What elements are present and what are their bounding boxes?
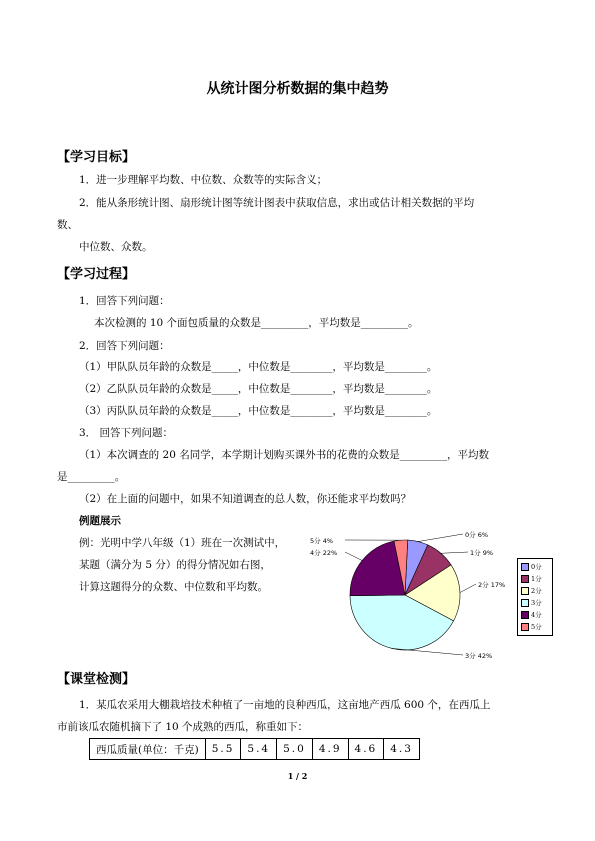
legend-label: 3分 bbox=[531, 599, 542, 607]
legend-swatch bbox=[521, 611, 529, 619]
legend-label: 2分 bbox=[531, 587, 542, 595]
table-row bbox=[90, 739, 420, 760]
process-q2: 2．回答下列问题： bbox=[79, 340, 170, 352]
table-cell: 4.3 bbox=[384, 739, 420, 760]
legend-item bbox=[521, 575, 542, 584]
legend-swatch bbox=[521, 587, 529, 595]
process-q3c: （2）在上面的问题中，如果不知道调查的总人数，你还能求平均数吗？ bbox=[79, 493, 412, 505]
page-title: 从统计图分析数据的集中趋势 bbox=[206, 81, 389, 97]
section-goals: 【学习目标】 bbox=[57, 150, 136, 165]
goal-line-1: 1．进一步理解平均数、中位数、众数等的实际含义； bbox=[79, 174, 328, 186]
example-line-3: 计算这题得分的众数、中位数和平均数。 bbox=[79, 581, 268, 593]
legend-label: 5分 bbox=[531, 623, 542, 631]
melon-weight-table bbox=[89, 738, 420, 760]
check-q1-line-1: 1．某瓜农采用大棚栽培技术种植了一亩地的良种西瓜，这亩地产西瓜 600 个，在西瓜上 bbox=[79, 699, 491, 711]
process-q1a: 本次检测的 10 个面包质量的众数是_________，平均数是_________。 bbox=[94, 317, 419, 329]
table-cell: 5.4 bbox=[241, 739, 277, 760]
pie-leader-line bbox=[392, 648, 463, 655]
process-q1: 1．回答下列问题： bbox=[79, 295, 170, 307]
pie-leader-line bbox=[441, 552, 468, 553]
legend-swatch bbox=[521, 623, 529, 631]
legend-label: 0分 bbox=[531, 563, 542, 571]
example-heading: 例题展示 bbox=[79, 515, 121, 527]
legend-swatch bbox=[521, 575, 529, 583]
example-line-2: 某题（满分为 5 分）的得分情况如右图， bbox=[79, 559, 271, 571]
legend-item bbox=[521, 599, 542, 608]
table-cell: 4.6 bbox=[348, 739, 384, 760]
pie-slice-label: 2分 17% bbox=[478, 581, 506, 589]
pie-slice-label: 5分 4% bbox=[310, 537, 334, 545]
legend-label: 1分 bbox=[531, 575, 542, 583]
pie-slice-label: 0分 6% bbox=[465, 531, 489, 539]
process-q2a: （1）甲队队员年龄的众数是_____，中位数是________，平均数是________。 bbox=[79, 361, 438, 373]
legend-item bbox=[521, 587, 542, 596]
process-q2c: （3）丙队队员年龄的众数是_____，中位数是________，平均数是________。 bbox=[79, 405, 438, 417]
goal-line-2-cont: 数、 bbox=[57, 219, 78, 231]
process-q3a: （1）本次调查的 20 名同学，本学期计划购买课外书的花费的众数是_________，平均数 bbox=[79, 449, 489, 461]
process-q3: 3． 回答下列问题： bbox=[79, 427, 174, 439]
process-q2b: （2）乙队队员年龄的众数是_____，中位数是________，平均数是________。 bbox=[79, 383, 438, 395]
page-number: 1 / 2 bbox=[287, 771, 308, 781]
pie-leader-line bbox=[460, 584, 476, 593]
legend-swatch bbox=[521, 563, 529, 571]
legend-item bbox=[521, 611, 542, 620]
table-cell: 5.0 bbox=[277, 739, 313, 760]
chart-legend bbox=[517, 558, 553, 636]
pie-slice-label: 1分 9% bbox=[470, 549, 494, 557]
table-cell: 5.5 bbox=[205, 739, 241, 760]
legend-swatch bbox=[521, 599, 529, 607]
goal-line-2: 2．能从条形统计图、扇形统计图等统计图表中获取信息，求出或估计相关数据的平均 bbox=[79, 197, 475, 209]
pie-slice-label: 4分 22% bbox=[310, 549, 338, 557]
pie-chart bbox=[300, 525, 515, 665]
table-cell: 4.9 bbox=[312, 739, 348, 760]
example-line-1: 例：光明中学八年级（1）班在一次测试中， bbox=[79, 537, 286, 549]
legend-item bbox=[521, 623, 542, 632]
section-process: 【学习过程】 bbox=[57, 267, 136, 282]
legend-label: 4分 bbox=[531, 611, 542, 619]
pie-leader-line bbox=[418, 534, 463, 542]
pie-leader-line bbox=[345, 552, 362, 560]
process-q3b: 是_________。 bbox=[57, 471, 126, 483]
pie-slice-label: 3分 42% bbox=[465, 652, 493, 660]
table-header-cell: 西瓜质量(单位：千克) bbox=[90, 739, 206, 760]
section-check: 【课堂检测】 bbox=[57, 672, 136, 687]
legend-item bbox=[521, 563, 542, 572]
check-q1-line-2: 市前该瓜农随机摘下了 10 个成熟的西瓜，称重如下： bbox=[57, 721, 309, 733]
goal-line-3: 中位数、众数。 bbox=[79, 241, 153, 253]
